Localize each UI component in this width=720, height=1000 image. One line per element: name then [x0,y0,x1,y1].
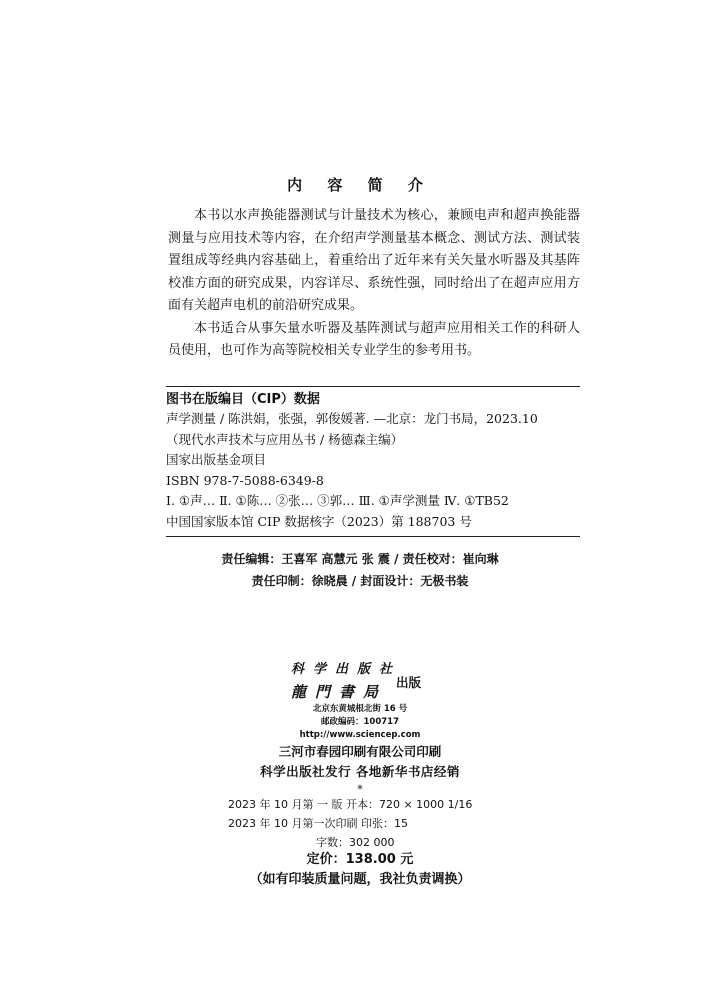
science-press-logo: 科学出版社 [291,662,402,677]
spec-printing: 2023 年 10 月第一次印刷 印张：15 [228,817,408,830]
longmen-logo: 龍門書局 [291,683,388,701]
credits-editors: 责任编辑：王喜军 高慧元 张 震 / 责任校对：崔向琳 [221,552,499,566]
publisher-postcode: 邮政编码：100717 [321,717,399,727]
price: 定价：138.00 元 [306,852,414,867]
separator-star: * [357,783,363,796]
publisher-address: 北京东黄城根北街 16 号 [312,704,408,714]
cip-line-fund: 国家出版基金项目 [166,452,267,467]
cip-line-number: 中国国家版本馆 CIP 数据核字（2023）第 188703 号 [166,513,472,529]
cip-line-series: （现代水声技术与应用丛书 / 杨德森主编） [166,431,404,447]
publisher-logos [291,660,401,704]
publisher-website: http://www.sciencep.com [299,730,421,740]
cip-bottom-rule [166,536,580,537]
cip-line-catalog: 声学测量 / 陈洪娟，张强，郭俊媛著. —北京：龙门书局，2023.10 [166,411,538,426]
spec-word-count: 字数：302 000 [316,836,395,849]
print-specs [228,795,472,852]
credits [0,548,720,592]
summary-text [168,205,580,363]
cip-heading: 图书在版编目（CIP）数据 [166,392,320,407]
cip-line-classification: Ⅰ. ①声… Ⅱ. ①陈… ②张… ③郭… Ⅲ. ①声学测量 Ⅳ. ①TB52 [166,493,509,508]
summary-paragraph: 本书适合从事矢量水听器及基阵测试与超声应用相关工作的科研人员使用，也可作为高等院校相关专业学生的参考用书。 [168,320,580,358]
cip-block [166,386,580,537]
summary-heading: 内 容 简 介 [287,176,433,194]
summary-paragraph: 本书以水声换能器测试与计量技术为核心，兼顾电声和超声换能器测量与应用技术等内容，在介绍声学测量基本概念、测试方法、测试装置组成等经典内容基础上，着重给出了近年来有关矢量水听器及其基阵校准方面的研究成果，内容详尽、系统性强，同时给出了在超声应用方面有关超声电机的前沿研究成果。 [168,208,580,313]
distribution-line: 科学出版社发行 各地新华书店经销 [260,764,460,779]
cip-line-isbn: ISBN 978-7-5088-6349-8 [166,472,324,488]
quality-notice: （如有印装质量问题，我社负责调换） [249,872,471,887]
cip-top-rule [166,386,580,387]
publish-label: 出版 [396,675,422,690]
printer-line: 三河市春园印刷有限公司印刷 [278,744,442,759]
spec-edition: 2023 年 10 月第 一 版 开本：720 × 1000 1/16 [228,798,473,811]
credits-production: 责任印制：徐晓晨 / 封面设计：无极书装 [251,574,469,588]
